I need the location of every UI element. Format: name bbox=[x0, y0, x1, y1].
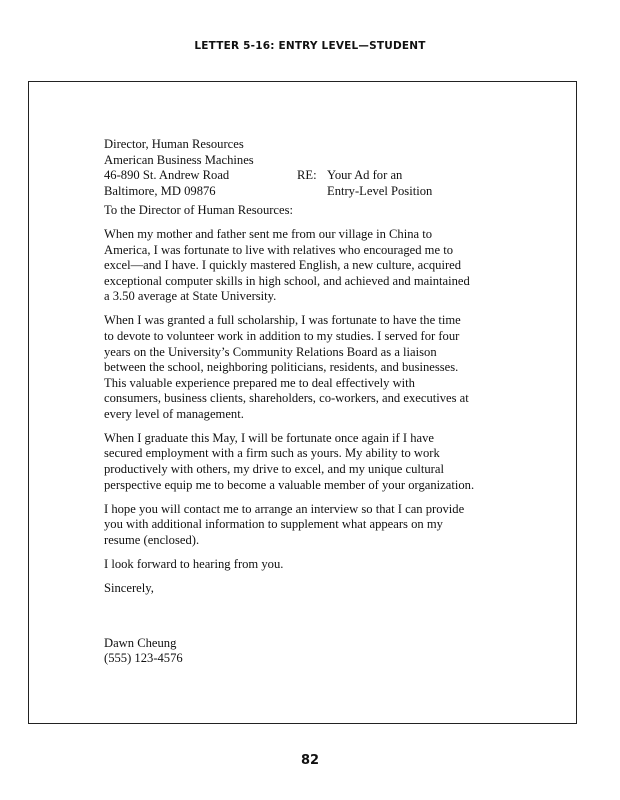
re-label: RE: bbox=[297, 168, 317, 182]
text-line: a 3.50 average at State University. bbox=[104, 289, 277, 304]
page-number: 82 bbox=[300, 753, 320, 768]
signature-phone: (555) 123-4576 bbox=[104, 651, 183, 666]
text-line: resume (enclosed). bbox=[104, 532, 200, 547]
address-line: 46-890 St. Andrew Road bbox=[104, 168, 230, 183]
text-line: secured employment with a firm such as yours. My ability to work bbox=[104, 446, 440, 461]
re-line: Entry-Level Position bbox=[327, 183, 433, 198]
address-line: American Business Machines bbox=[104, 152, 254, 167]
text-line: consumers, business clients, shareholders, co-workers, and executives at bbox=[104, 391, 469, 406]
text-line: to devote to volunteer work in addition to my studies. I served for four bbox=[104, 328, 460, 343]
salutation: To the Director of Human Resources: bbox=[104, 203, 294, 217]
body-paragraph-5 bbox=[104, 557, 524, 573]
body-paragraph-3 bbox=[104, 431, 524, 493]
letter-box bbox=[28, 81, 577, 724]
re-subject bbox=[327, 168, 432, 199]
body-paragraph-2 bbox=[104, 313, 524, 422]
text-line: you with additional information to supplement what appears on my bbox=[104, 517, 443, 532]
text-line: excel—and I have. I quickly mastered English, a new culture, acquired bbox=[104, 258, 462, 273]
address-block bbox=[104, 137, 524, 199]
text-line: productively with others, my drive to excel, and my unique cultural bbox=[104, 462, 444, 477]
recipient-address bbox=[104, 137, 254, 199]
text-line: I hope you will contact me to arrange an interview so that I can provide bbox=[104, 501, 465, 516]
signature-block bbox=[104, 636, 524, 667]
signature-name: Dawn Cheung bbox=[104, 635, 177, 650]
text-line: every level of management. bbox=[104, 406, 244, 421]
text-line: I look forward to hearing from you. bbox=[104, 556, 284, 571]
body-paragraph-4 bbox=[104, 502, 524, 549]
text-line: When I was granted a full scholarship, I was fortunate to have the time bbox=[104, 313, 461, 328]
text-line: When my mother and father sent me from our village in China to bbox=[104, 226, 433, 241]
text-line: perspective equip me to become a valuable member of your organization. bbox=[104, 477, 475, 492]
address-line: Director, Human Resources bbox=[104, 137, 244, 151]
re-line: Your Ad for an bbox=[327, 168, 403, 182]
text-line: America, I was fortunate to live with relatives who encouraged me to bbox=[104, 242, 454, 257]
text-line: This valuable experience prepared me to deal effectively with bbox=[104, 375, 415, 390]
address-line: Baltimore, MD 09876 bbox=[104, 183, 216, 198]
signature-space bbox=[104, 605, 524, 636]
letter-body bbox=[104, 137, 524, 667]
text-line: between the school, neighboring politicians, residents, and businesses. bbox=[104, 360, 459, 375]
text-line: exceptional computer skills in high school, and achieved and maintained bbox=[104, 273, 470, 288]
page-header: LETTER 5-16: ENTRY LEVEL—STUDENT bbox=[194, 40, 426, 52]
text-line: When I graduate this May, I will be fortunate once again if I have bbox=[104, 430, 434, 445]
text-line: years on the University’s Community Relations Board as a liaison bbox=[104, 344, 437, 359]
closing: Sincerely, bbox=[104, 580, 154, 595]
body-paragraph-1 bbox=[104, 227, 524, 305]
